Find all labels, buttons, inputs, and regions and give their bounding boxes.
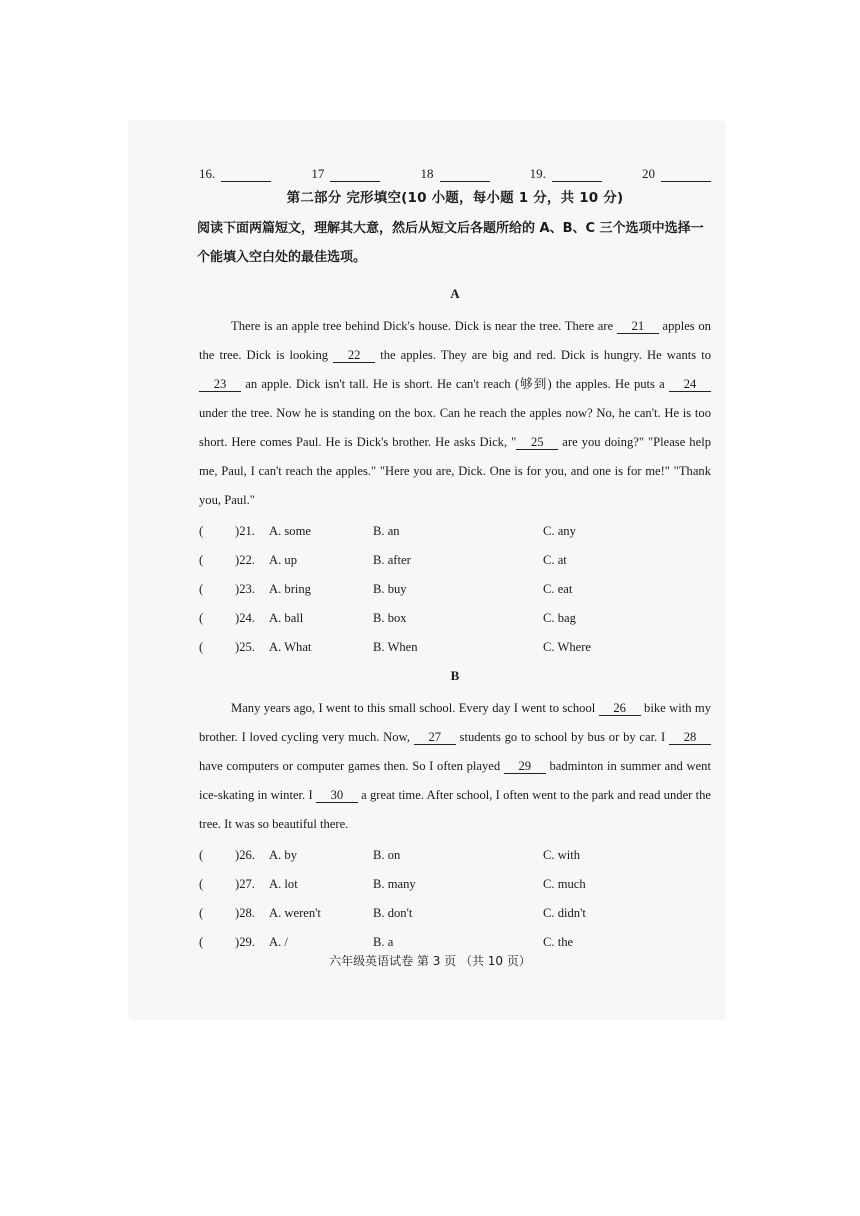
answer-blank[interactable] — [552, 169, 602, 182]
option-c: C. at — [543, 553, 567, 567]
question-row — [199, 899, 711, 928]
option-a: A. lot — [269, 877, 298, 891]
answer-slot-label: 17 — [311, 166, 325, 181]
numbered-blank[interactable]: 30 — [316, 788, 358, 803]
section-b-letter: B — [450, 668, 460, 683]
question-number: )29. — [235, 935, 255, 949]
question-row — [199, 575, 711, 604]
answer-paren[interactable]: ( — [199, 524, 204, 538]
passage-text: under the tree. Now he is standing on the box. Can he reach the apples now? No, he can't. He is too short. Here comes Paul. He is Dick's brother. He asks Dick, " — [199, 406, 711, 449]
numbered-blank[interactable]: 23 — [199, 377, 241, 392]
numbered-blank[interactable]: 29 — [504, 759, 546, 774]
answer-paren[interactable]: ( — [199, 906, 204, 920]
answer-slot-label: 20 — [642, 166, 655, 181]
answer-blank[interactable] — [330, 169, 380, 182]
passage-text: the apples. They are big and red. Dick is hungry. He wants to — [375, 348, 712, 362]
passage-text: students go to school by bus or by car. I — [455, 730, 669, 744]
answer-slot — [199, 166, 271, 182]
question-number: )27. — [235, 877, 255, 891]
passage-text: apples on the tree. Dick is looking — [199, 319, 711, 362]
numbered-blank[interactable]: 21 — [617, 319, 659, 334]
answer-slot-label: 18 — [420, 166, 434, 181]
answer-blank[interactable] — [440, 169, 490, 182]
question-number: )28. — [235, 906, 255, 920]
question-number: )24. — [235, 611, 255, 625]
numbered-blank[interactable]: 28 — [669, 730, 711, 745]
option-b: B. many — [373, 877, 416, 891]
passage-text: an apple. Dick isn't tall. He is short. He can't reach (够到) the apples. He puts a — [241, 377, 669, 391]
passage-text: are you doing?" "Please help me, Paul, I can't reach the apples." "Here you are, Dick. One is for you, and one is for me!" "Thank you, Paul." — [199, 435, 711, 507]
answer-paren[interactable]: ( — [199, 877, 204, 891]
part-title: 第二部分 完形填空(10 小题，每小题 1 分，共 10 分) — [286, 190, 624, 206]
question-row — [199, 546, 711, 575]
answer-paren[interactable]: ( — [199, 553, 204, 567]
numbered-blank[interactable]: 24 — [669, 377, 711, 392]
option-a: A. by — [269, 848, 297, 862]
exam-page-content — [199, 158, 711, 957]
answer-slot — [530, 166, 602, 182]
answer-blank[interactable] — [221, 169, 271, 182]
question-row — [199, 517, 711, 546]
answer-slot — [642, 166, 711, 182]
numbered-blank[interactable]: 25 — [516, 435, 558, 450]
option-a: A. bring — [269, 582, 311, 596]
answer-slot-label: 19. — [529, 166, 546, 181]
answer-slot-label: 16. — [199, 166, 216, 181]
section-a-options — [199, 517, 711, 662]
answer-paren[interactable]: ( — [199, 848, 204, 862]
numbered-blank[interactable]: 26 — [599, 701, 641, 716]
answer-paren[interactable]: ( — [199, 611, 204, 625]
option-a: A. What — [269, 640, 312, 654]
option-b: B. an — [373, 524, 400, 538]
option-a: A. some — [269, 524, 311, 538]
option-b: B. a — [373, 935, 394, 949]
option-b: B. buy — [373, 582, 407, 596]
option-c: C. Where — [543, 640, 592, 654]
option-b: B. box — [373, 611, 407, 625]
question-number: )23. — [235, 582, 255, 596]
answer-paren[interactable]: ( — [199, 582, 204, 596]
option-b: B. When — [373, 640, 418, 654]
question-row — [199, 841, 711, 870]
answer-paren[interactable]: ( — [199, 935, 204, 949]
answer-slot — [311, 166, 380, 182]
answer-blank[interactable] — [661, 169, 711, 182]
option-b: B. on — [373, 848, 401, 862]
option-c: C. with — [543, 848, 581, 862]
section-b-options — [199, 841, 711, 957]
option-c: C. eat — [543, 582, 573, 596]
section-a-passage — [199, 312, 711, 515]
numbered-blank[interactable]: 27 — [414, 730, 456, 745]
option-b: B. don't — [373, 906, 413, 920]
question-row — [199, 870, 711, 899]
question-row — [199, 633, 711, 662]
option-c: C. any — [543, 524, 576, 538]
passage-text: Many years ago, I went to this small school. Every day I went to school — [231, 701, 599, 715]
option-c: C. bag — [543, 611, 576, 625]
answer-slots-row — [199, 158, 711, 182]
instructions: 阅读下面两篇短文，理解其大意，然后从短文后各题所给的 A、B、C 三个选项中选择一个能填入空白处的最佳选项。 — [197, 221, 704, 265]
option-b: B. after — [373, 553, 411, 567]
option-a: A. up — [269, 553, 297, 567]
question-number: )26. — [235, 848, 255, 862]
numbered-blank[interactable]: 22 — [333, 348, 375, 363]
question-number: )22. — [235, 553, 255, 567]
answer-paren[interactable]: ( — [199, 640, 204, 654]
section-b-passage — [199, 694, 711, 839]
option-c: C. the — [543, 935, 574, 949]
passage-text: bike with my brother. I loved cycling very much. Now, — [199, 701, 711, 744]
section-a-letter: A — [450, 286, 460, 301]
question-row — [199, 604, 711, 633]
passage-text: There is an apple tree behind Dick's house. Dick is near the tree. There are — [231, 319, 617, 333]
option-a: A. ball — [269, 611, 304, 625]
option-c: C. much — [543, 877, 586, 891]
answer-slot — [421, 166, 490, 182]
page-footer: 六年级英语试卷 第 3 页 （共 10 页） — [329, 954, 531, 968]
question-number: )21. — [235, 524, 255, 538]
passage-text: have computers or computer games then. So I often played — [199, 759, 504, 773]
option-a: A. weren't — [269, 906, 321, 920]
question-number: )25. — [235, 640, 255, 654]
option-a: A. / — [269, 935, 288, 949]
passage-text: a great time. After school, I often went to the park and read under the tree. It was so beautiful there. — [199, 788, 711, 831]
passage-text: badminton in summer and went ice-skating in winter. I — [199, 759, 711, 802]
option-c: C. didn't — [543, 906, 586, 920]
